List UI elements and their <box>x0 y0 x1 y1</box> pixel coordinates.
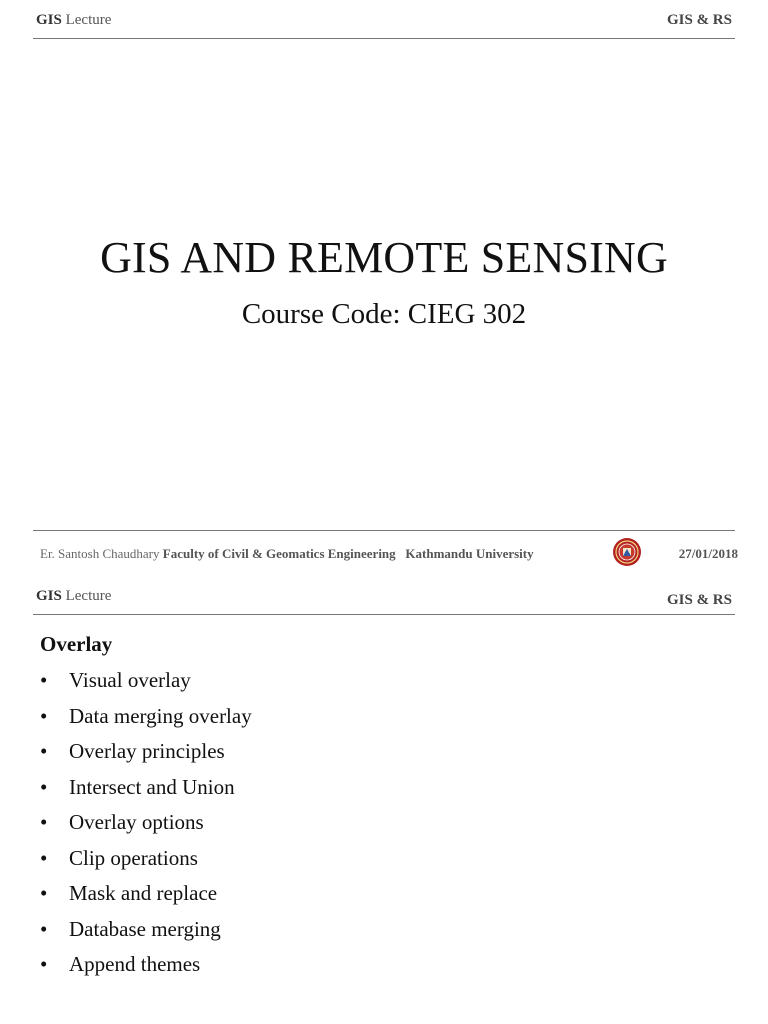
header-right: GIS & RS <box>666 12 732 28</box>
slide-header <box>34 12 734 36</box>
bullet-icon: • <box>40 774 48 799</box>
footer-rule <box>33 530 735 531</box>
bullet-icon: • <box>40 703 48 728</box>
university-seal-icon <box>612 537 642 567</box>
list-item <box>40 917 252 953</box>
slide-footer <box>34 543 738 567</box>
list-item <box>40 881 252 917</box>
header-left-rest: Lecture <box>61 12 112 28</box>
footer-date: 27/01/2018 <box>678 546 738 561</box>
list-item <box>40 775 252 811</box>
list-item-text: Mask and replace <box>69 881 218 905</box>
list-item <box>40 810 252 846</box>
bullet-icon: • <box>40 739 48 763</box>
slide-header <box>34 588 734 612</box>
list-item-text: Clip operations <box>69 845 198 870</box>
list-item-text: Intersect and Union <box>69 774 235 799</box>
list-item <box>40 952 252 988</box>
footer-author: Er. Santosh Chaudhary <box>40 546 160 561</box>
header-left-bold: GIS <box>36 588 62 604</box>
footer-author-line <box>40 546 534 562</box>
header-left-bold: GIS <box>36 12 62 28</box>
list-item-text: Data merging overlay <box>69 703 252 728</box>
header-left <box>36 588 111 605</box>
list-item-text: Visual overlay <box>69 668 191 692</box>
list-item-text: Append themes <box>69 952 201 976</box>
bullet-icon: • <box>40 916 48 941</box>
bullet-icon: • <box>40 881 48 905</box>
header-rule <box>33 614 735 615</box>
footer-faculty: Faculty of Civil & Geomatics Engineering <box>162 546 396 561</box>
bullet-icon: • <box>40 810 48 834</box>
list-item-text: Overlay principles <box>69 739 225 763</box>
course-title: GIS AND REMOTE SENSING <box>100 233 668 282</box>
list-item-text: Database merging <box>69 916 221 941</box>
header-left-rest: Lecture <box>61 588 112 604</box>
course-code: Course Code: CIEG 302 <box>241 298 527 330</box>
list-item-text: Overlay options <box>69 810 204 834</box>
bullet-list <box>40 668 252 988</box>
header-rule <box>33 38 735 39</box>
bullet-icon: • <box>40 845 48 870</box>
section-title: Overlay <box>40 632 113 656</box>
header-left <box>36 12 111 29</box>
list-item <box>40 846 252 882</box>
list-item <box>40 668 252 704</box>
bullet-icon: • <box>40 668 48 692</box>
list-item <box>40 739 252 775</box>
footer-university: Kathmandu University <box>405 546 534 561</box>
bullet-icon: • <box>40 952 48 976</box>
header-right: GIS & RS <box>666 592 732 608</box>
overlay-slide <box>0 586 768 1024</box>
list-item <box>40 704 252 740</box>
